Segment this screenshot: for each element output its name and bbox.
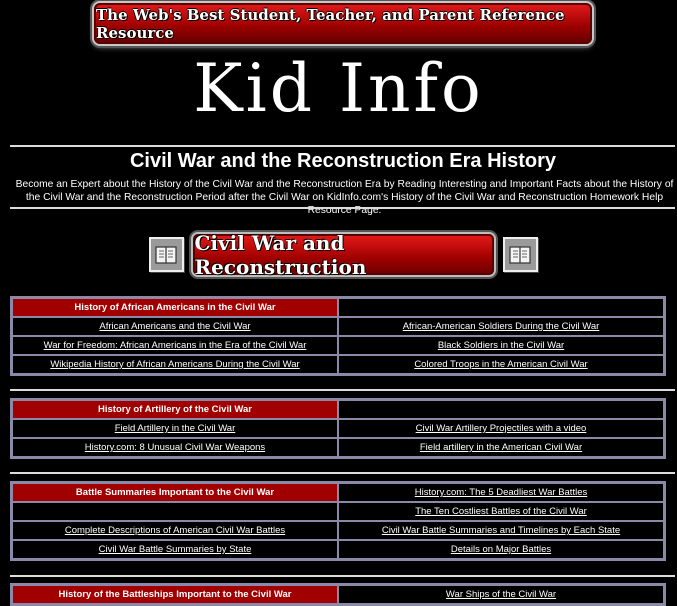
empty-cell	[338, 298, 664, 317]
battleships-section	[10, 583, 666, 606]
divider	[10, 389, 675, 391]
table-row	[12, 483, 664, 502]
resource-link[interactable]: War Ships of the Civil War	[445, 589, 557, 600]
site-logo[interactable]: Kid Info	[193, 50, 484, 127]
resource-link[interactable]: Field Artillery in the Civil War	[114, 423, 236, 434]
page-title: Civil War and the Reconstruction Era History	[129, 150, 556, 172]
resource-link[interactable]: History.com: 8 Unusual Civil War Weapons	[84, 442, 266, 453]
resource-link[interactable]: Complete Descriptions of American Civil War Battles	[64, 525, 286, 536]
civil-war-reconstruction-banner	[193, 230, 494, 279]
resource-link[interactable]: Details on Major Battles	[450, 544, 552, 555]
empty-cell	[338, 400, 664, 419]
divider	[10, 472, 675, 474]
divider	[10, 575, 675, 577]
battle-summaries-section	[10, 481, 666, 561]
table-row	[12, 419, 664, 438]
section-heading: Battle Summaries Important to the Civil War	[12, 483, 338, 502]
section-banner-text: Civil War and Reconstruction	[194, 230, 367, 279]
resource-link[interactable]: Wikipedia History of African Americans During the Civil War	[50, 359, 300, 370]
resource-link[interactable]: Civil War Battle Summaries by State	[98, 544, 252, 555]
divider	[10, 145, 675, 147]
table-row	[12, 355, 664, 374]
table-row	[12, 585, 664, 604]
section-heading: History of African Americans in the Civil War	[12, 298, 338, 317]
resource-link[interactable]: Civil War Artillery Projectiles with a video	[415, 423, 587, 434]
resource-link[interactable]: History.com: The 5 Deadliest War Battles	[414, 487, 588, 498]
resource-link[interactable]: Black Soldiers in the Civil War	[437, 340, 565, 351]
resource-link[interactable]: Field artillery in the American Civil War	[419, 442, 583, 453]
tagline-text: The Web's Best Student, Teacher, and Parent Reference Resource	[96, 5, 565, 42]
section-heading: History of the Battleships Important to the Civil War	[12, 585, 338, 604]
site-tagline-banner[interactable]	[94, 3, 592, 44]
book-icon	[149, 237, 184, 272]
table-row	[12, 438, 664, 457]
table-row	[12, 298, 664, 317]
resource-link[interactable]: Colored Troops in the American Civil War	[414, 359, 588, 370]
empty-cell	[12, 502, 338, 521]
book-icon	[503, 237, 538, 272]
resource-link[interactable]: The Ten Costliest Battles of the Civil War	[415, 506, 587, 517]
page-intro: Become an Expert about the History of the Civil War and the Reconstruction Era by Reading Interesting and Important Facts about the History of the Civil War and the Reconstruction Period after the Civil War on KidInfo.com's History of the Civil War and Reconstruction Homework Help Resource Page.	[15, 179, 674, 216]
table-row	[12, 502, 664, 521]
resource-link[interactable]: War for Freedom: African Americans in the Era of the Civil War	[43, 340, 307, 351]
resource-link[interactable]: Civil War Battle Summaries and Timelines by Each State	[381, 525, 621, 536]
section-heading: History of Artillery of the Civil War	[12, 400, 338, 419]
section-header	[0, 230, 677, 279]
table-row	[12, 400, 664, 419]
african-americans-section	[10, 296, 666, 376]
table-row	[12, 317, 664, 336]
resource-link[interactable]: African Americans and the Civil War	[99, 321, 251, 332]
table-row	[12, 521, 664, 540]
divider	[10, 207, 675, 209]
resource-link[interactable]: African-American Soldiers During the Civil War	[402, 321, 600, 332]
table-row	[12, 540, 664, 559]
table-row	[12, 336, 664, 355]
artillery-section	[10, 398, 666, 459]
